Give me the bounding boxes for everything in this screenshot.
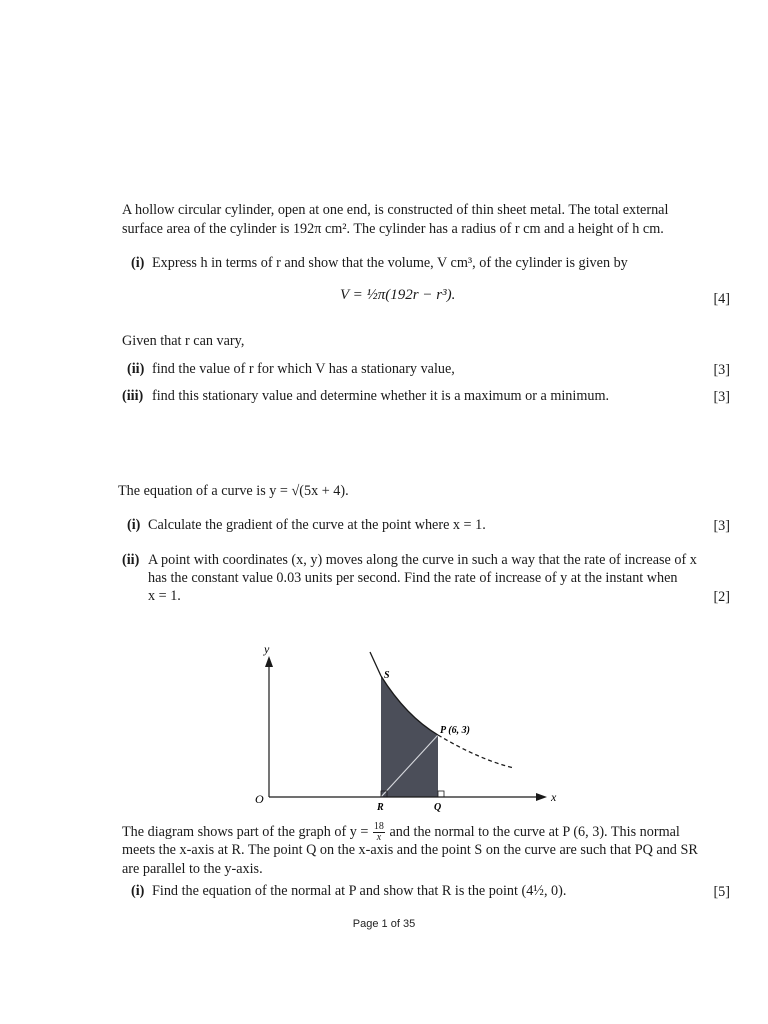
- q1-part-i-text: Express h in terms of r and show that the volume, V cm³, of the cylinder is given by: [152, 255, 628, 271]
- q2-part-ii-line1: A point with coordinates (x, y) moves along the curve in such a way that the rate of increase of x: [148, 552, 697, 568]
- q3-part-i-marks: [5]: [713, 884, 730, 900]
- curve-upper: [370, 652, 381, 676]
- label-p: P (6, 3): [440, 725, 470, 736]
- curve-dashed: [438, 735, 514, 768]
- q3-line1: [122, 822, 680, 843]
- q3-frac-num: 18: [373, 821, 384, 832]
- label-y: y: [264, 642, 270, 656]
- q1-part-i-marks: [4]: [713, 291, 730, 307]
- shaded-region: [381, 676, 438, 797]
- q1-intro-line2: surface area of the cylinder is 192π cm². The cylinder has a radius of r cm and a height of h cm.: [122, 221, 664, 237]
- x-axis-arrow: [536, 793, 547, 801]
- q1-intro-line1: A hollow circular cylinder, open at one end, is constructed of thin sheet metal. The total external: [122, 202, 669, 218]
- label-r: R: [377, 802, 384, 813]
- label-origin: O: [255, 792, 264, 806]
- q3-fraction: [373, 822, 385, 843]
- q2-part-ii-marks: [2]: [713, 589, 730, 605]
- q2-intro: The equation of a curve is y = √(5x + 4).: [118, 483, 349, 499]
- q2-part-ii-line2: has the constant value 0.03 units per second. Find the rate of increase of y at the instant when: [148, 570, 678, 586]
- q2-part-i-text: Calculate the gradient of the curve at the point where x = 1.: [148, 517, 486, 533]
- page-footer: Page 1 of 35: [352, 918, 416, 930]
- q2-part-ii-label: (ii): [122, 552, 140, 568]
- q1-part-iii-text: find this stationary value and determine whether it is a maximum or a minimum.: [152, 388, 610, 404]
- q3-text-part1: The diagram shows part of the graph of y =: [122, 823, 369, 840]
- q1-part-iii-marks: [3]: [713, 389, 730, 405]
- q3-line2: meets the x-axis at R. The point Q on the x-axis and the point S on the curve are such that PQ and SR: [122, 842, 698, 858]
- q3-part-i-label: (i): [131, 883, 145, 899]
- q1-formula: V = ½π(192r − r³).: [340, 287, 456, 303]
- y-axis-arrow: [265, 656, 273, 667]
- q1-given: Given that r can vary,: [122, 333, 245, 349]
- q2-part-ii-line3: x = 1.: [148, 588, 181, 604]
- q1-part-ii-label: (ii): [127, 361, 145, 377]
- q3-frac-den: x: [376, 832, 382, 843]
- q3-line3: are parallel to the y-axis.: [122, 861, 263, 877]
- q1-part-iii-label: (iii): [122, 388, 144, 404]
- q3-part-i-text: Find the equation of the normal at P and show that R is the point (4½, 0).: [152, 883, 567, 899]
- q1-part-i-label: (i): [131, 255, 145, 271]
- label-q: Q: [434, 802, 442, 813]
- label-x: x: [551, 790, 557, 804]
- label-s: S: [384, 670, 390, 681]
- q1-part-ii-text: find the value of r for which V has a stationary value,: [152, 361, 455, 377]
- right-angle-q: [438, 791, 444, 797]
- q2-part-i-marks: [3]: [713, 518, 730, 534]
- q2-part-i-label: (i): [127, 517, 141, 533]
- q3-text-part2: and the normal to the curve at P (6, 3). This normal: [389, 823, 680, 840]
- q1-part-ii-marks: [3]: [713, 362, 730, 378]
